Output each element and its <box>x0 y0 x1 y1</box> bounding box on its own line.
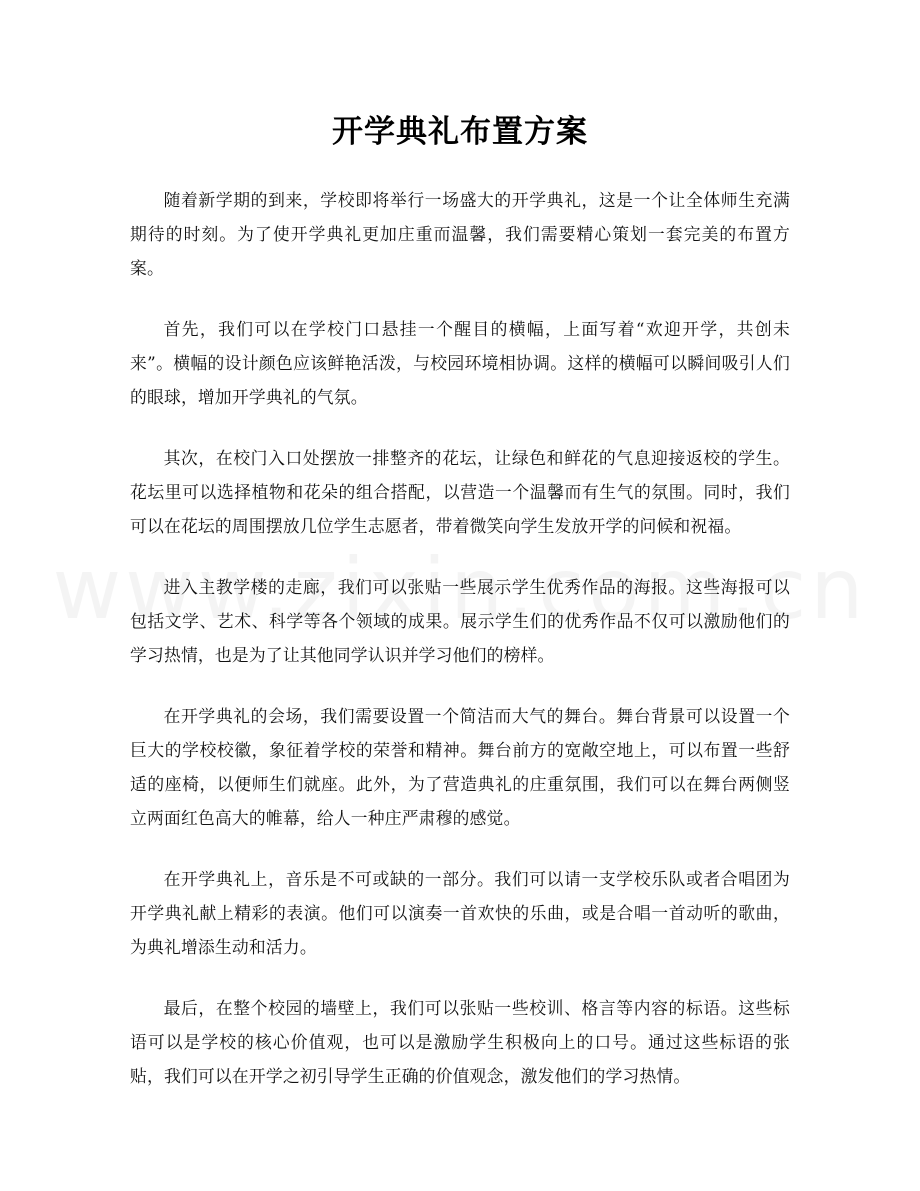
paragraph-1: 随着新学期的到来，学校即将举行一场盛大的开学典礼，这是一个让全体师生充满期待的时刻。为了使开学典礼更加庄重而温馨，我们需要精心策划一套完美的布置方案。 <box>130 190 790 278</box>
paragraph-4: 进入主教学楼的走廊，我们可以张贴一些展示学生优秀作品的海报。这些海报可以包括文学、艺术、科学等各个领域的成果。展示学生们的优秀作品不仅可以激励他们的学习热情，也是为了让其他同学认识并学习他们的榜样。 <box>130 577 790 665</box>
document-title: 开学典礼布置方案 <box>332 114 588 150</box>
paragraph-5: 在开学典礼的会场，我们需要设置一个简洁而大气的舞台。舞台背景可以设置一个巨大的学校校徽，象征着学校的荣誉和精神。舞台前方的宽敞空地上，可以布置一些舒适的座椅，以便师生们就座。此外，为了营造典礼的庄重氛围，我们可以在舞台两侧竖立两面红色高大的帷幕，给人一种庄严肃穆的感觉。 <box>130 706 790 828</box>
paragraph-7: 最后，在整个校园的墙壁上，我们可以张贴一些校训、格言等内容的标语。这些标语可以是学校的核心价值观，也可以是激励学生积极向上的口号。通过这些标语的张贴，我们可以在开学之初引导学生正确的价值观念，激发他们的学习热情。 <box>130 998 790 1086</box>
paragraph-3: 其次，在校门入口处摆放一排整齐的花坛，让绿色和鲜花的气息迎接返校的学生。花坛里可以选择植物和花朵的组合搭配，以营造一个温馨而有生气的氛围。同时，我们可以在花坛的周围摆放几位学生志愿者，带着微笑向学生发放开学的问候和祝福。 <box>130 448 790 536</box>
paragraph-6: 在开学典礼上，音乐是不可或缺的一部分。我们可以请一支学校乐队或者合唱团为开学典礼献上精彩的表演。他们可以演奏一首欢快的乐曲，或是合唱一首动听的歌曲，为典礼增添生动和活力。 <box>130 869 790 957</box>
document-body <box>130 183 790 1120</box>
paragraph-2: 首先，我们可以在学校门口悬挂一个醒目的横幅，上面写着“欢迎开学，共创未来”。横幅的设计颜色应该鲜艳活泼，与校园环境相协调。这样的横幅可以瞬间吸引人们的眼球，增加开学典礼的气氛。 <box>130 319 790 407</box>
